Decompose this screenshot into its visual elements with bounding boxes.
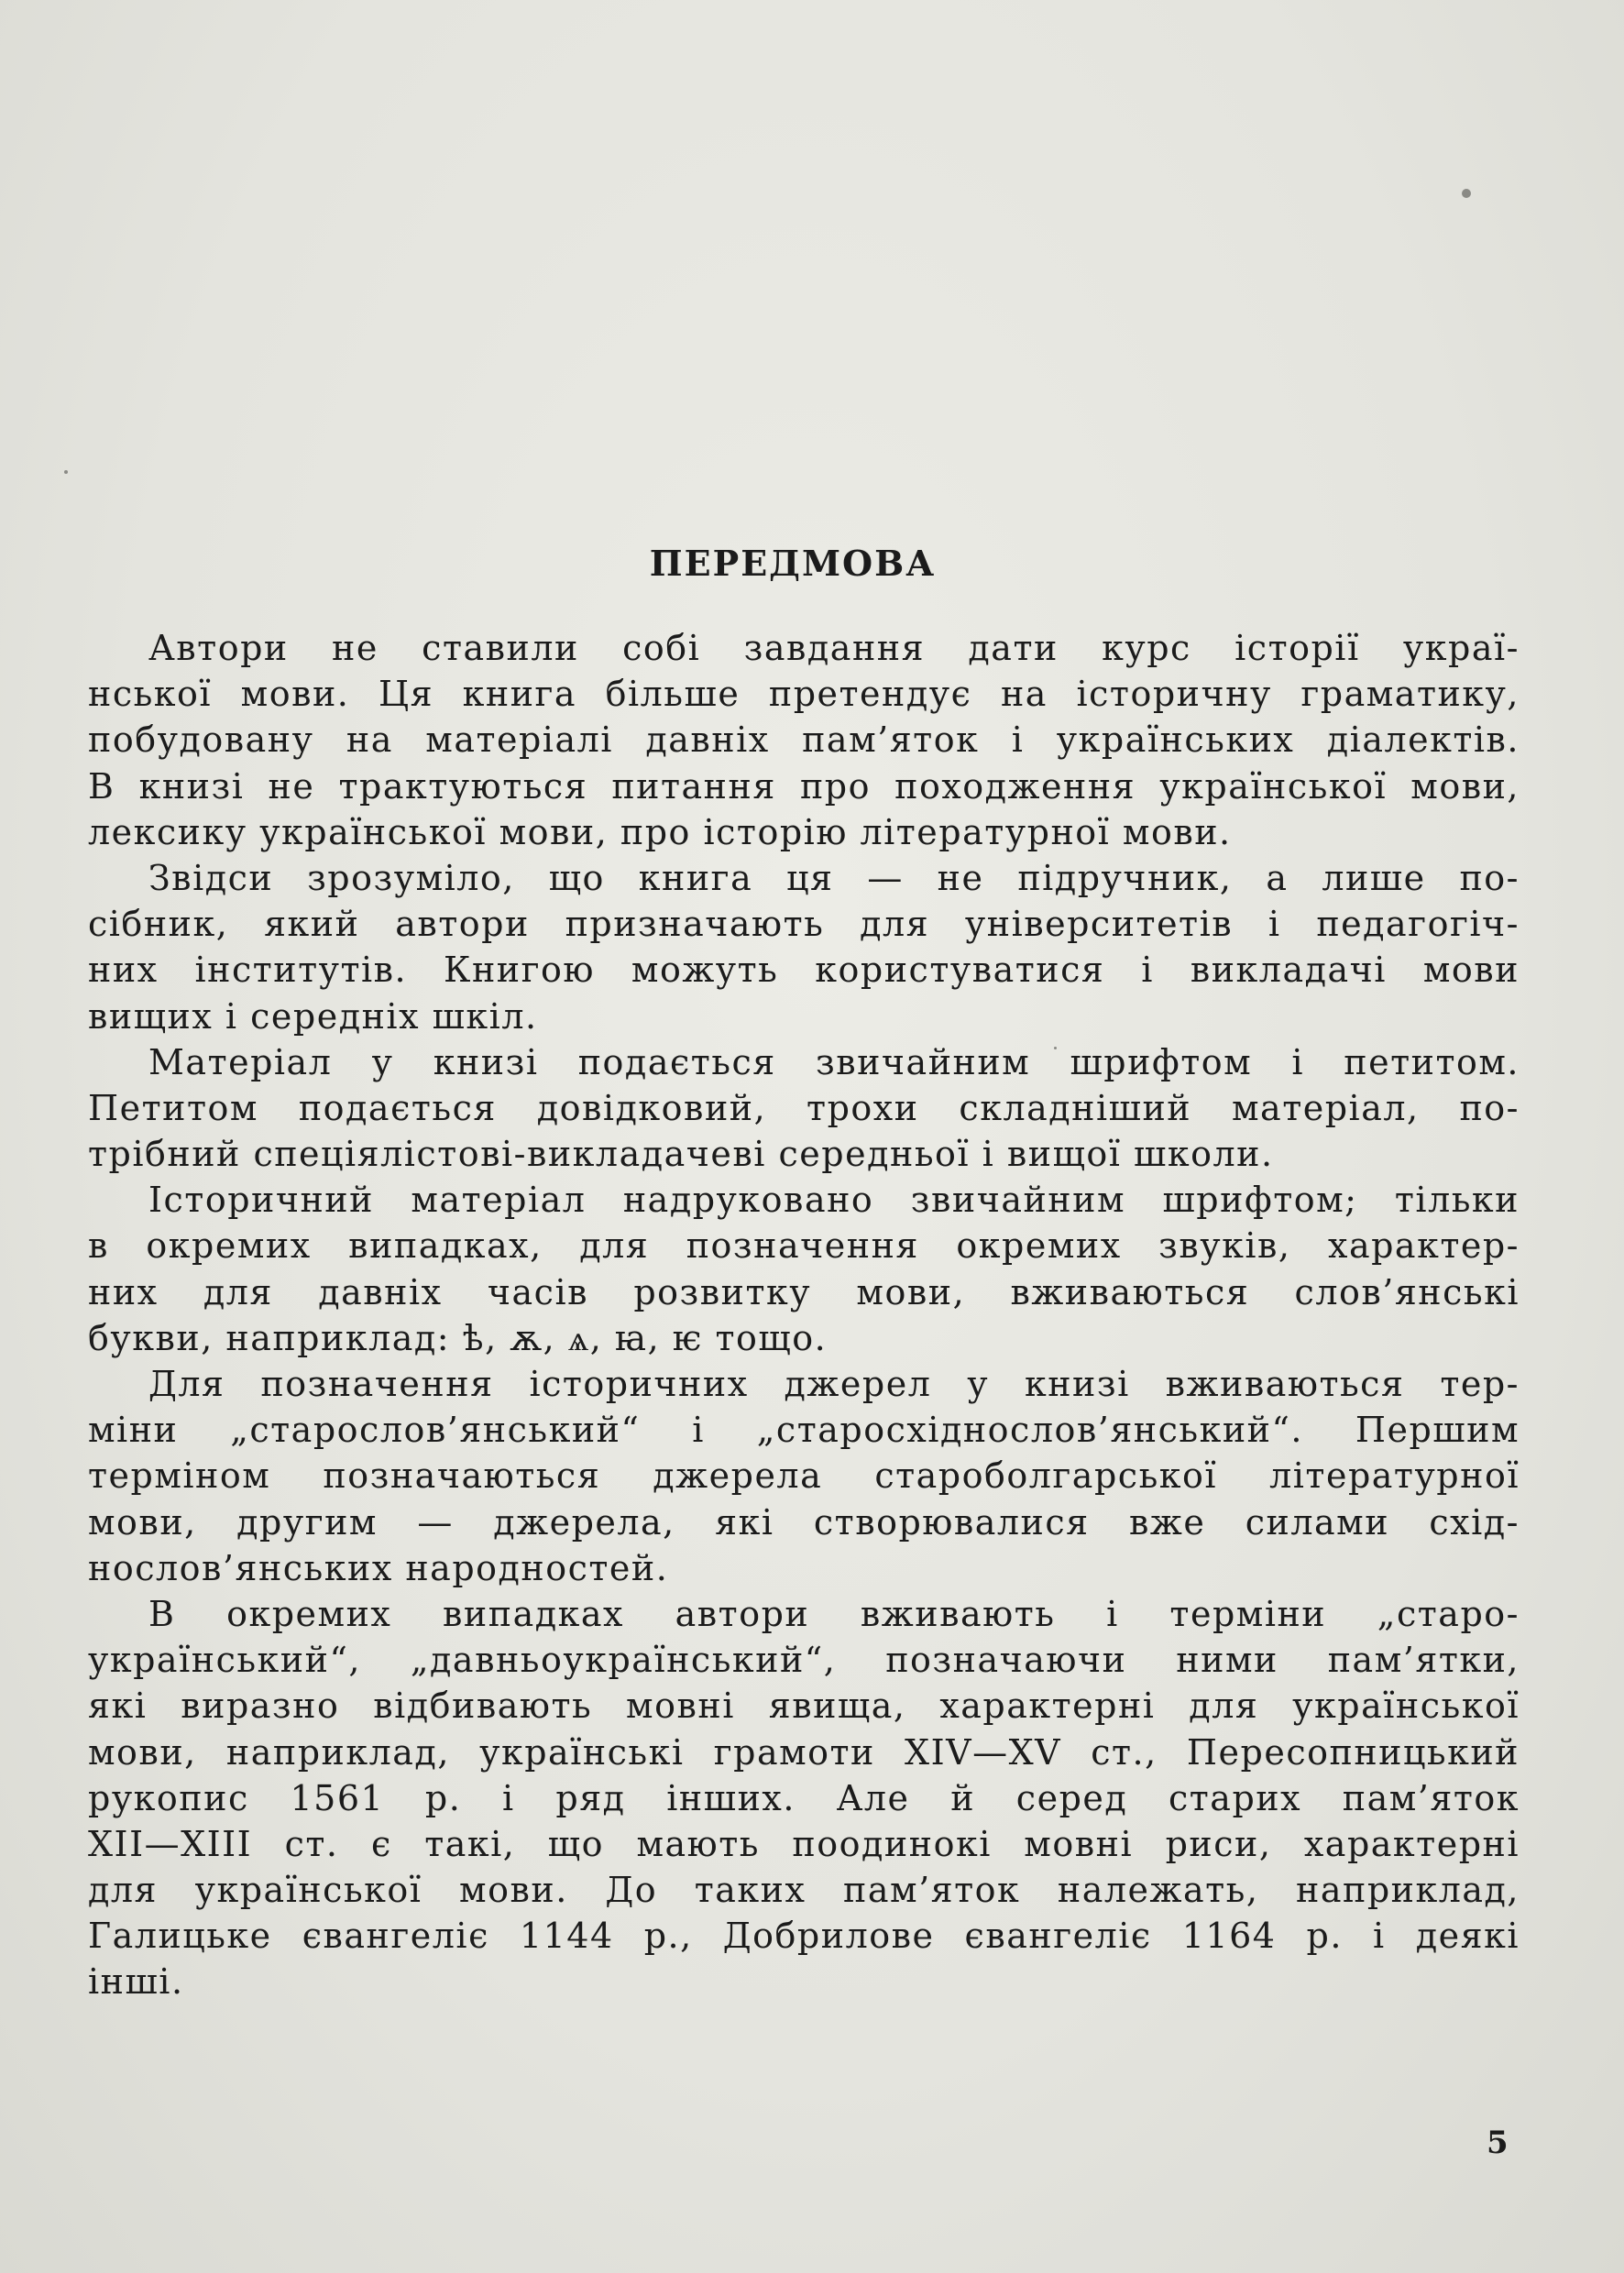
paper-speck <box>1462 189 1471 198</box>
text-line: них для давніх часів розвитку мови, вживаються слов’янські <box>88 1271 1520 1312</box>
text-line: В книзі не трактуються питання про походження української мови, <box>88 765 1520 807</box>
page-title: ПЕРЕДМОВА <box>649 543 937 584</box>
text-line: Петитом подається довідковий, трохи складніший матеріал, по- <box>88 1087 1520 1128</box>
text-line: міни „старослов’янський“ і „старосхіднослов’янський“. Першим <box>88 1410 1520 1451</box>
text-line: в окремих випадках, для позначення окремих звуків, характер- <box>88 1225 1520 1267</box>
text-line: Історичний матеріал надруковано звичайним шрифтом; тільки <box>148 1180 1520 1221</box>
text-line: мови, наприклад, українські грамоти XIV—XV ст., Пересопницький <box>88 1731 1520 1773</box>
text-line: сібник, який автори призначають для університетів і педагогіч- <box>88 904 1520 945</box>
text-line: нської мови. Ця книга більше претендує на історичну граматику, <box>88 674 1520 715</box>
paragraph <box>88 1039 1520 1178</box>
text-line: терміном позначаються джерела староболгарської літературної <box>88 1455 1520 1497</box>
text-line: трібний спеціялістові-викладачеві середньої і вищої школи. <box>88 1134 1274 1175</box>
paragraph <box>88 855 1520 1039</box>
text-line: Автори не ставили собі завдання дати курс історії украї- <box>148 628 1520 668</box>
paragraph <box>88 1591 1520 2005</box>
text-line: лексику української мови, про історію літературної мови. <box>88 811 1232 852</box>
text-line: Для позначення історичних джерел у книзі вживаються тер- <box>148 1364 1520 1404</box>
text-line: вищих і середніх шкіл. <box>88 995 538 1037</box>
text-line: XII—XIII ст. є такі, що мають поодинокі мовні риси, характерні <box>88 1823 1520 1864</box>
text-line: букви, наприклад: ѣ, ѫ, ѧ, ꙗ, ѥ тощо. <box>88 1317 828 1358</box>
text-line: побудовану на матеріалі давніх пам’яток і українських діалектів. <box>88 719 1520 761</box>
text-line: які виразно відбивають мовні явища, характерні для української <box>88 1686 1520 1727</box>
text-line: для української мови. До таких пам’яток належать, наприклад, <box>88 1870 1520 1911</box>
text-line: Галицьке євангеліє 1144 р., Добрилове євангеліє 1164 р. і деякі <box>88 1916 1520 1957</box>
text-line: інші. <box>88 1961 184 2003</box>
text-line: них інститутів. Книгою можуть користуватися і викладачі мови <box>88 950 1520 991</box>
text-line: В окремих випадках автори вживають і терміни „старо- <box>148 1593 1520 1634</box>
text-line: нослов’янських народностей. <box>88 1547 669 1588</box>
text-line: Звідси зрозуміло, що книга ця — не підручник, а лише по- <box>148 857 1520 898</box>
text-line: рукопис 1561 р. і ряд інших. Але й серед старих пам’яток <box>88 1777 1520 1818</box>
text-line: Матеріал у книзі подається звичайним шрифтом і петитом. <box>148 1041 1520 1082</box>
page-number: 5 <box>1487 2125 1509 2161</box>
body-text <box>88 625 1520 2005</box>
paragraph <box>88 625 1520 855</box>
text-line: український“, „давньоукраїнський“, позначаючи ними пам’ятки, <box>88 1640 1520 1681</box>
paragraph <box>88 1361 1520 1591</box>
paragraph <box>88 1177 1520 1361</box>
paper-speck <box>64 470 68 474</box>
text-line: мови, другим — джерела, які створювалися вже силами схід- <box>88 1501 1520 1543</box>
